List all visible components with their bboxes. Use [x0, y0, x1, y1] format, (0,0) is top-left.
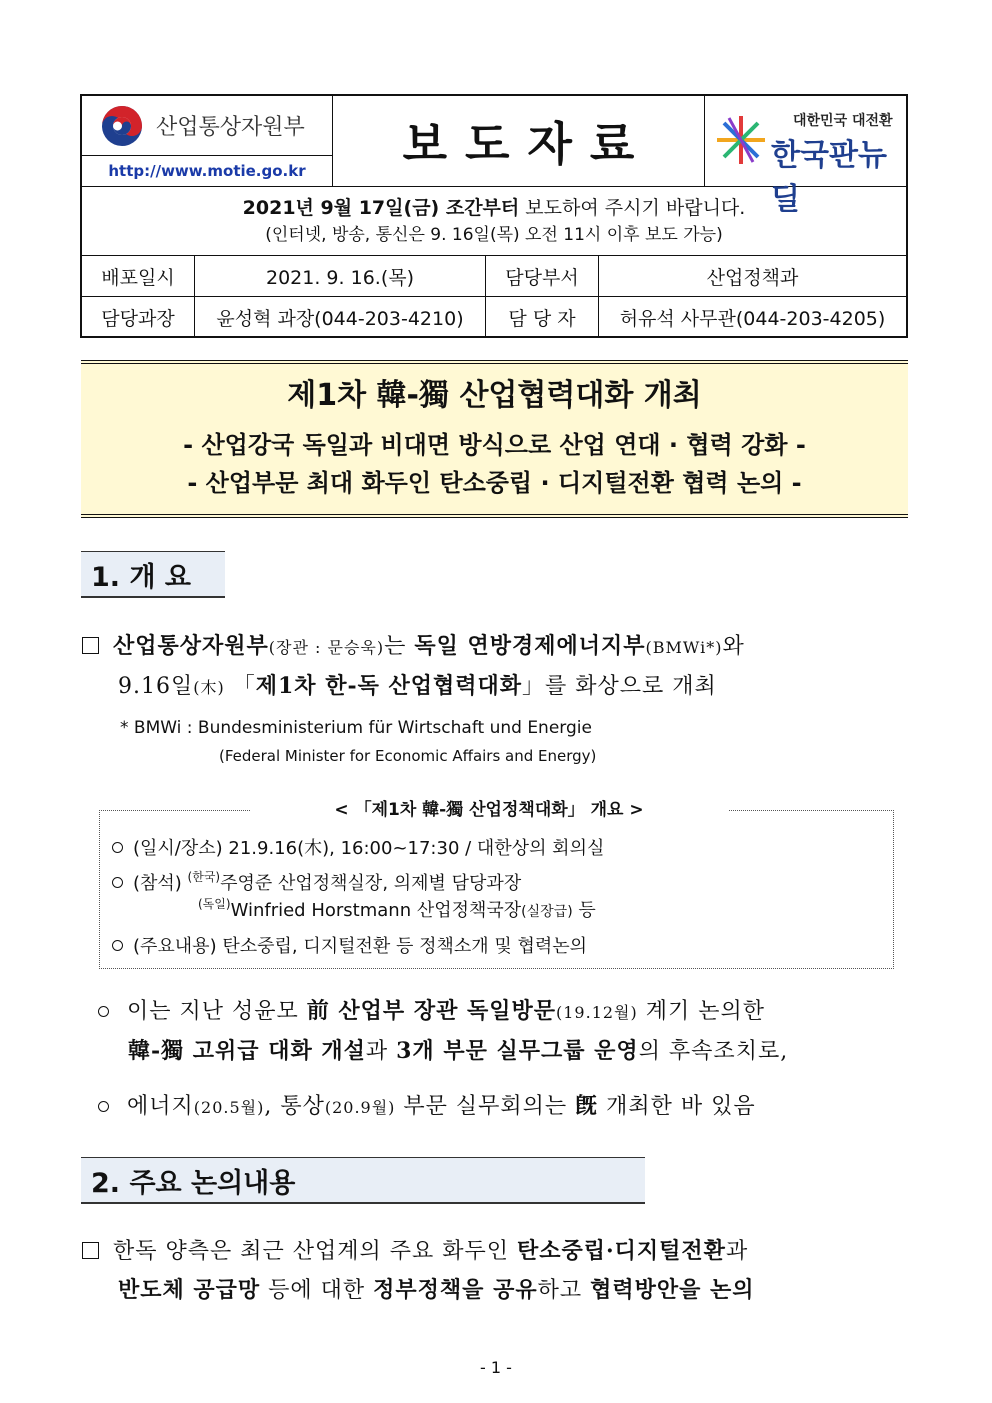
- overview-attendees-label: (참석): [133, 873, 188, 894]
- overview-datetime: (일시/장소) 21.9.16(木), 16:00~17:30 / 대한상의 회의실: [133, 838, 605, 859]
- checkbox-bullet-icon: [82, 1242, 99, 1259]
- ministry-url-link[interactable]: http://www.motie.go.kr: [108, 162, 306, 180]
- text-s2-6: 정부정책을 공유: [373, 1277, 538, 1303]
- text-held: 개최한 바 있음: [598, 1094, 756, 1119]
- text-bracket: 「: [224, 674, 256, 699]
- text-energy-date: (20.5월): [193, 1098, 265, 1117]
- overview-agenda: (주요내용) 탄소중립, 디지털전환 등 정책소개 및 협력논의: [133, 936, 588, 957]
- text-bg-5: 韓-獨 고위급 대화 개설: [128, 1038, 366, 1064]
- text-particle-2: 와: [722, 634, 745, 659]
- circle-bullet-icon: [112, 940, 123, 951]
- overview-box: [99, 810, 894, 969]
- text-trade: , 통상: [264, 1094, 325, 1119]
- embargo-text: 보도하여 주시기 바랍니다.: [519, 197, 746, 219]
- release-value: 2021. 9. 16.(목): [195, 256, 486, 297]
- text-bg-8: 의 후속조치로,: [638, 1039, 789, 1064]
- background-bullet-2: [98, 1087, 918, 1127]
- page-number: - 1 -: [480, 1358, 512, 1377]
- new-deal-star-icon: [715, 114, 767, 166]
- section-1-paragraph: [82, 627, 912, 707]
- ministry-url-cell: [82, 156, 333, 187]
- text-bmwi-kr: 독일 연방경제에너지부: [414, 633, 646, 659]
- dept-label: 담당부서: [486, 256, 599, 297]
- checkbox-bullet-icon: [82, 637, 99, 654]
- text-s2-4: 반도체 공급망: [118, 1277, 261, 1303]
- text-s2-2: 탄소중립·디지털전환: [517, 1238, 726, 1264]
- text-date: 9.16일: [118, 674, 194, 699]
- embargo-date: 2021년 9월 17일(금) 조간부터: [242, 197, 520, 219]
- release-label: 배포일시: [82, 256, 195, 297]
- circle-bullet-icon: [98, 1101, 109, 1112]
- text-s2-3: 과: [725, 1239, 749, 1264]
- text-trade-date: (20.9월): [324, 1098, 396, 1117]
- embargo-notice: [82, 187, 906, 256]
- text-s2-8: 협력방안을 논의: [590, 1277, 755, 1303]
- circle-bullet-icon: [112, 877, 123, 888]
- text-event-rest: 」를 화상으로 개최: [522, 674, 717, 699]
- manager-label: 담당과장: [82, 297, 195, 338]
- text-bg-2: 前 산업부 장관 독일방문: [306, 998, 556, 1024]
- embargo-note: (인터넷, 방송, 통신은 9. 16일(목) 오전 11시 이후 보도 가능): [265, 225, 723, 245]
- text-s2-5: 등에 대한: [260, 1278, 374, 1303]
- overview-germany-attendees: Winfried Horstmann 산업정책국장: [230, 900, 522, 921]
- doc-type-title: 보도자료: [402, 117, 653, 171]
- overview-korea-tag: (한국): [187, 870, 221, 884]
- text-already: 旣: [575, 1093, 599, 1119]
- press-header-table: [80, 94, 908, 338]
- text-bmwi: (BMWi*): [645, 638, 723, 657]
- text-bg-4: 계기 논의한: [637, 999, 765, 1024]
- text-s2-1: 한독 양측은 최근 산업계의 주요 화두인: [113, 1239, 517, 1264]
- text-particle: 는: [384, 634, 415, 659]
- headline-title: 제1차 韓-獨 산업협력대화 개최: [287, 378, 702, 413]
- text-energy: 에너지: [127, 1094, 194, 1119]
- ministry-name: 산업통상자원부: [156, 115, 305, 140]
- text-bg-6: 과: [365, 1039, 397, 1064]
- text-s2-7: 하고: [537, 1278, 591, 1303]
- new-deal-tagline: 대한민국 대전환: [793, 113, 893, 129]
- section-1-heading: 1. 개 요: [81, 551, 225, 598]
- headline-subtitle-1: - 산업강국 독일과 비대면 방식으로 산업 연대 · 협력 강화 -: [183, 431, 806, 459]
- ministry-logo-cell: [82, 96, 333, 156]
- text-ministry: 산업통상자원부: [113, 633, 269, 659]
- text-meetings: 부문 실무회의는: [395, 1094, 576, 1119]
- footnote-line-2: (Federal Minister for Economic Affairs and Energy): [219, 747, 597, 765]
- text-bg-7: 3개 부문 실무그룹 운영: [396, 1038, 639, 1064]
- background-bullet-1: [98, 992, 918, 1071]
- text-bg-1: 이는 지난 성윤모: [127, 999, 307, 1024]
- text-minister: (장관 : 문승욱): [268, 638, 385, 657]
- text-weekday: (木): [193, 678, 225, 697]
- headline-box: [81, 360, 908, 518]
- circle-bullet-icon: [98, 1006, 109, 1017]
- overview-germany-tag: (독일): [198, 897, 231, 911]
- ministry-emblem-icon: [100, 104, 144, 148]
- dept-value: 산업정책과: [599, 256, 906, 297]
- headline-subtitle-2: - 산업부문 최대 화두인 탄소중립 · 디지털전환 협력 논의 -: [187, 469, 802, 497]
- overview-box-title: < 「제1차 韓-獨 산업정책대화」 개요 >: [250, 795, 728, 820]
- section-2-heading: 2. 주요 논의내용: [81, 1157, 645, 1204]
- text-bg-3: (19.12월): [556, 1003, 638, 1022]
- doc-type-cell: [333, 96, 705, 187]
- overview-korea-attendees: 주영준 산업정책실장, 의제별 담당과장: [220, 873, 522, 894]
- manager-value: 윤성혁 과장(044-203-4210): [195, 297, 486, 338]
- circle-bullet-icon: [112, 842, 123, 853]
- new-deal-name: 한국판뉴딜: [771, 138, 887, 217]
- overview-etc: 등: [572, 900, 596, 921]
- section-2-paragraph: [82, 1232, 912, 1310]
- staff-value: 허유석 사무관(044-203-4205): [619, 308, 886, 330]
- overview-rank: (실장급): [521, 904, 573, 920]
- staff-label: 담 당 자: [486, 297, 599, 338]
- text-event-name: 제1차 한-독 산업협력대화: [255, 673, 523, 699]
- new-deal-logo-cell: [705, 96, 906, 217]
- footnote-line-1: * BMWi : Bundesministerium für Wirtschaft und Energie: [120, 718, 592, 738]
